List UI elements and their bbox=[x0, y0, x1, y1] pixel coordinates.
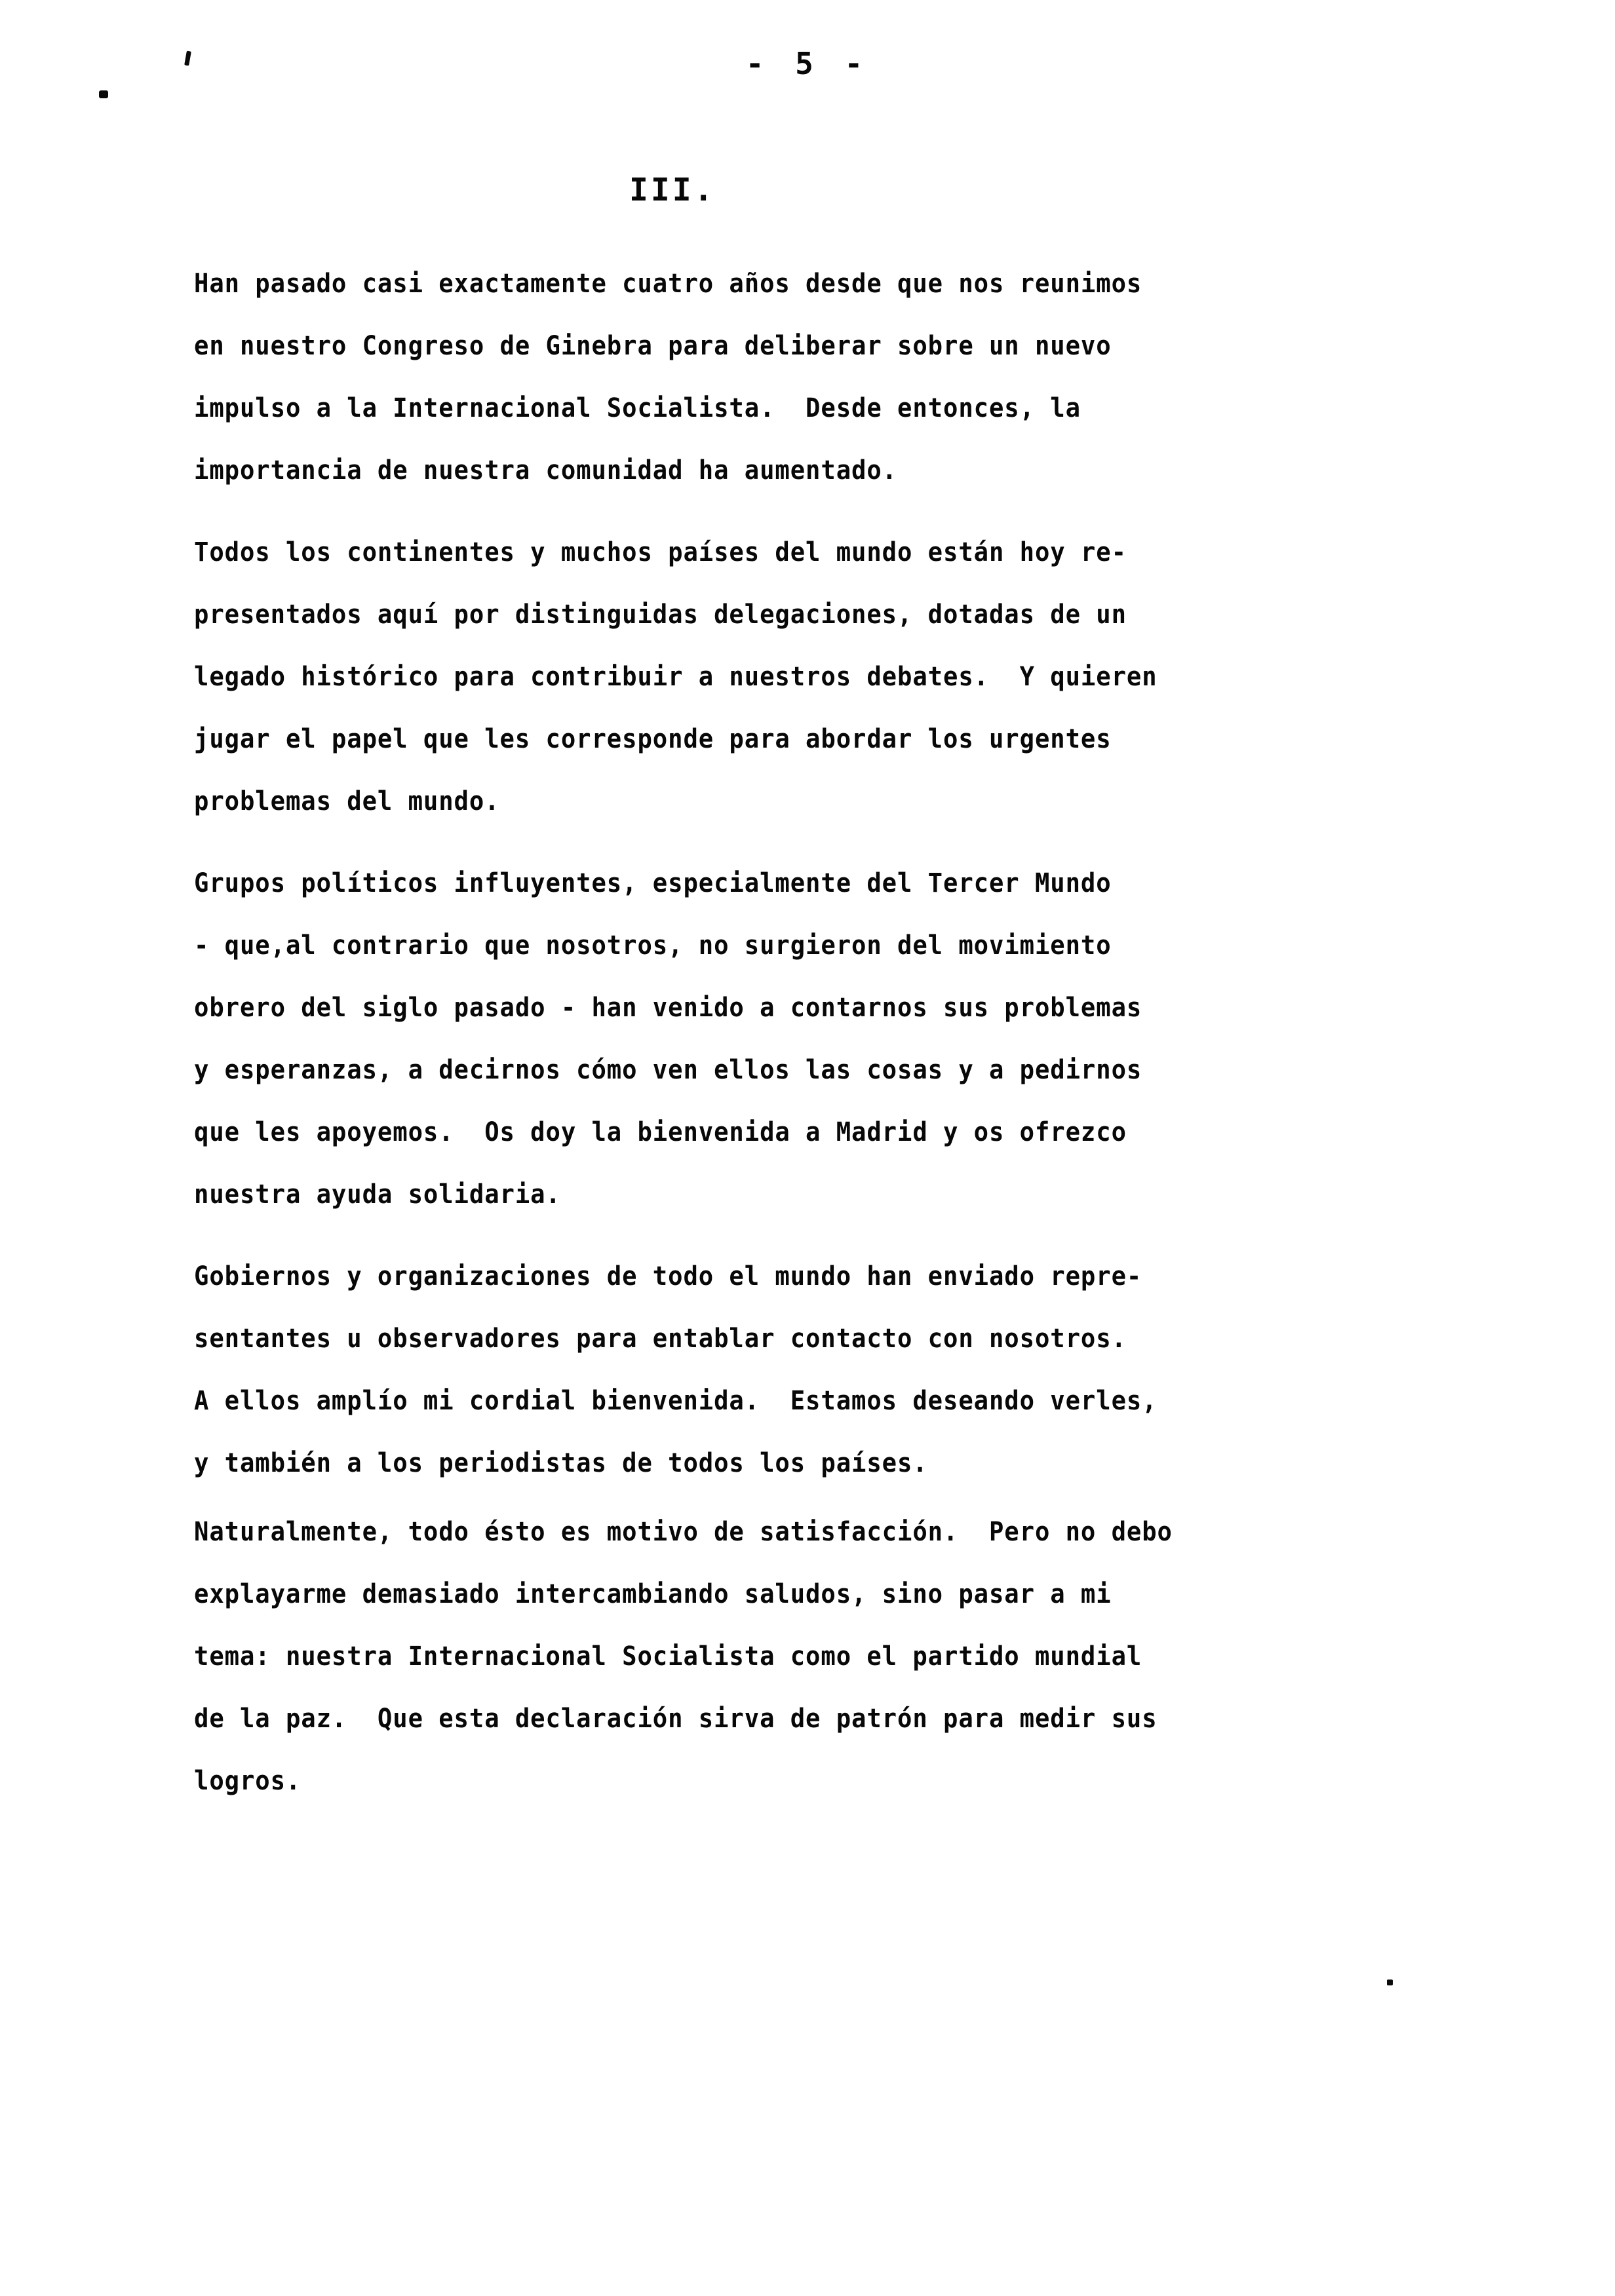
ink-speck-top-left bbox=[99, 90, 108, 98]
text-line: de la paz. Que esta declaración sirva de patrón para medir sus bbox=[194, 1704, 1158, 1734]
paragraph-1 bbox=[194, 253, 1439, 502]
text-line: Gobiernos y organizaciones de todo el mundo han enviado repre- bbox=[194, 1261, 1142, 1292]
paragraph-4 bbox=[194, 1246, 1439, 1495]
page-number: - 5 - bbox=[745, 46, 870, 81]
paragraph-3 bbox=[194, 852, 1439, 1226]
paragraph-5 bbox=[194, 1501, 1439, 1812]
text-line: nuestra ayuda solidaria. bbox=[194, 1179, 561, 1210]
text-line: Grupos políticos influyentes, especialmente del Tercer Mundo bbox=[194, 868, 1112, 898]
text-line: impulso a la Internacional Socialista. Desde entonces, la bbox=[194, 393, 1081, 423]
text-line: importancia de nuestra comunidad ha aumentado. bbox=[194, 455, 898, 486]
text-line: Todos los continentes y muchos países del mundo están hoy re- bbox=[194, 537, 1127, 567]
text-line: - que,al contrario que nosotros, no surgieron del movimiento bbox=[194, 930, 1112, 961]
text-line: jugar el papel que les corresponde para abordar los urgentes bbox=[194, 724, 1112, 754]
section-heading: III. bbox=[629, 172, 716, 208]
text-line: en nuestro Congreso de Ginebra para deliberar sobre un nuevo bbox=[194, 331, 1112, 361]
ink-speck-bottom-right bbox=[1387, 1980, 1393, 1985]
text-line: y esperanzas, a decirnos cómo ven ellos las cosas y a pedirnos bbox=[194, 1055, 1142, 1085]
text-line: obrero del siglo pasado - han venido a contarnos sus problemas bbox=[194, 993, 1142, 1023]
text-line: que les apoyemos. Os doy la bienvenida a Madrid y os ofrezco bbox=[194, 1117, 1127, 1147]
text-line: Naturalmente, todo ésto es motivo de satisfacción. Pero no debo bbox=[194, 1517, 1173, 1547]
text-line: logros. bbox=[194, 1766, 302, 1796]
text-line: tema: nuestra Internacional Socialista como el partido mundial bbox=[194, 1641, 1142, 1672]
text-line: A ellos amplío mi cordial bienvenida. Estamos deseando verles, bbox=[194, 1386, 1158, 1416]
text-line: Han pasado casi exactamente cuatro años desde que nos reunimos bbox=[194, 269, 1142, 299]
text-line: explayarme demasiado intercambiando saludos, sino pasar a mi bbox=[194, 1579, 1112, 1609]
body-text bbox=[194, 253, 1439, 1819]
text-line: problemas del mundo. bbox=[194, 786, 500, 816]
text-line: presentados aquí por distinguidas delegaciones, dotadas de un bbox=[194, 600, 1127, 630]
paragraph-2 bbox=[194, 522, 1439, 833]
text-line: sentantes u observadores para entablar contacto con nosotros. bbox=[194, 1324, 1127, 1354]
text-line: legado histórico para contribuir a nuestros debates. Y quieren bbox=[194, 662, 1158, 692]
text-line: y también a los periodistas de todos los países. bbox=[194, 1448, 928, 1478]
